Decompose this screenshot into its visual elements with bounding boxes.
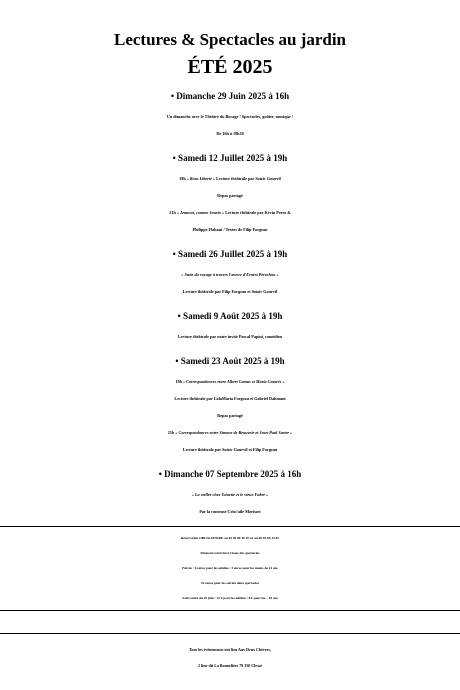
event-text: Repas partagé [217,193,243,198]
event-date: • Samedi 12 Juillet 2025 à 19h [172,153,288,163]
event-text: Lecture théâtrale par Filip Forgeau et Soizic Gourvil [182,289,278,294]
event-date: • Samedi 9 Août 2025 à 19h [177,311,283,321]
venue-block [0,634,460,674]
event-text: Philippe Flahaut / Textes de Filip Forgeau [192,227,268,232]
event-work-title: « Suite du voyage à travers l'œuvre d'Ernest Pérochon » [181,272,279,277]
event-text: Un dimanche avec le Théâtre du Bocage ! Spectacles, goûter, musique ! [166,114,294,119]
event-text: 21h [167,430,176,435]
event-date: • Samedi 26 Juillet 2025 à 19h [172,249,288,259]
info-line: 10 euros pour les soirées deux spectacles [200,581,260,585]
event-line [0,266,460,283]
event-text: 21h [169,210,177,215]
page-subtitle: ÉTÉ 2025 [187,56,273,78]
event-line [0,390,460,407]
event-line [0,407,460,424]
event-date: • Dimanche 29 Juin 2025 à 16h [170,91,290,101]
organizer-text [0,617,460,627]
event-line [0,503,460,520]
event-text: Par la conteuse Crist'aile Morisset [199,509,261,514]
event-line [0,328,460,345]
event-item [0,464,460,520]
event-text: Repas partagé [217,413,243,418]
event-item [0,351,460,458]
event-text: De 16h à 19h30 [216,131,244,136]
event-line [0,187,460,204]
venue-line: Tous les évènements ont lieu Aux Deux Chèvres, [189,647,271,652]
event-work-title: « Correspondances entre Albert Camus et Maria Casarès » [183,379,285,384]
page-title: Lectures & Spectacles au jardin [114,30,346,49]
event-work-title: « Jeannot, comme Jaurès » [176,210,225,215]
event-work-title: « Correspondances entre Simone de Beauvoir et Jean-Paul Sartre » [175,430,293,435]
event-text: 19h [179,176,187,181]
info-line: Sauf soirée du 29 juin : 12 € pour les adultes / 8 € pour les – 18 ans [182,596,278,600]
info-line: Entrée : 6 euros pour les adultes / 3 euros pour les moins de 14 ans [182,566,278,570]
organizer-block [0,611,460,633]
info-line: Réservation OBLIGATOIRE au 05 49 80 30 10 ou au 06 83 85 15 81 [180,536,280,540]
event-line [0,486,460,503]
event-list [0,86,460,520]
venue-line: 2 lieu-dit La Bonnelière 79 350 Clessé [198,663,262,668]
info-line: Moment convivial à l'issue des spectacles [200,551,260,555]
event-text: 19h [175,379,184,384]
event-item [0,244,460,300]
event-line [0,441,460,458]
event-item [0,148,460,238]
info-block [0,527,460,610]
event-work-title: « La veillée chez Toinette et le vieux Fabre » [191,492,269,497]
event-item [0,306,460,345]
event-line [0,373,460,390]
event-text: Lecture théâtrale par notre invité Pascal Papini, comédien [178,334,282,339]
event-line [0,170,460,187]
event-text: Lecture théâtrale par LolaMaria Forgeau et Gabriel Dahmani [174,396,286,401]
event-line [0,125,460,142]
event-line [0,221,460,238]
event-date: • Samedi 23 Août 2025 à 19h [175,356,285,366]
event-item [0,86,460,142]
event-line [0,424,460,441]
event-text: Lecture théâtrale par Kévin Perez & [224,210,291,215]
event-line [0,204,460,221]
event-work-title: « Rosa Liberté » [186,176,216,181]
event-line [0,283,460,300]
event-date: • Dimanche 07 Septembre 2025 à 16h [158,469,302,479]
event-line [0,108,460,125]
event-text: Lecture théâtrale par Soizic Gourvil [215,176,281,181]
event-text: Lecture théâtrale par Soizic Gourvil et Filip Forgeau [182,447,278,452]
